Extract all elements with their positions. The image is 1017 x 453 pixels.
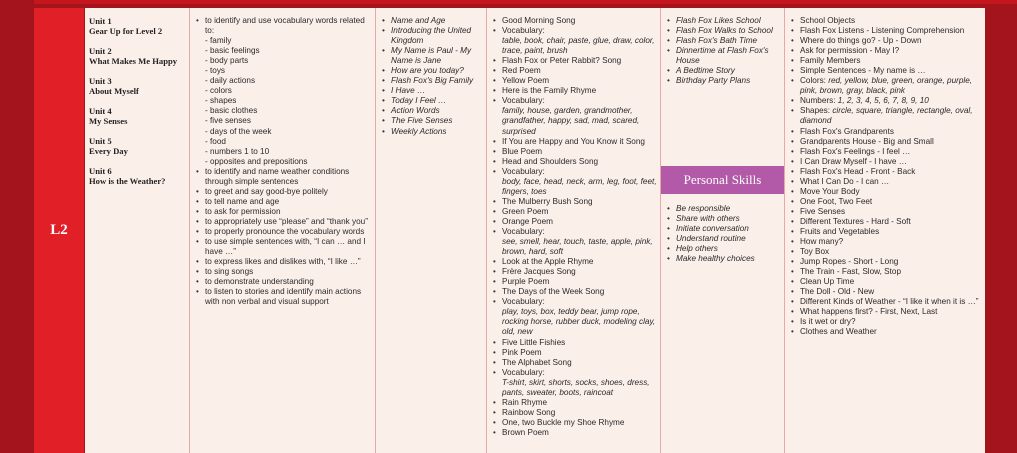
song-item <box>493 56 657 66</box>
objective-item: - basic clothes <box>205 106 258 116</box>
song-item <box>493 297 657 337</box>
objective-item: - basic feelings <box>205 46 260 56</box>
song-item <box>493 338 657 348</box>
song-title: The Alphabet Song <box>502 357 572 367</box>
activity-text: Fruits and Vegetables <box>800 226 880 236</box>
song-item <box>493 267 657 277</box>
activity-text: Move Your Body <box>800 186 860 196</box>
objective-item: - days of the week <box>205 126 272 136</box>
song-title: The Days of the Week Song <box>502 287 605 297</box>
activity-item <box>791 137 982 147</box>
activity-item <box>791 267 982 277</box>
activity-text: Ask for permission - May I? <box>800 46 900 56</box>
unit-heading <box>89 16 189 36</box>
story-item: • Weekly Actions <box>382 127 483 137</box>
unit-title: Gear Up for Level 2 <box>89 26 163 36</box>
story-item: • Flash Fox's Big Family <box>382 76 483 86</box>
activity-item <box>791 36 982 46</box>
song-item <box>493 167 657 197</box>
song-title: Orange Poem <box>502 216 553 226</box>
objective-item: - toys <box>205 66 226 76</box>
song-item <box>493 287 657 297</box>
unit-number: Unit 5 <box>89 136 112 146</box>
level-label: L2 <box>34 8 84 453</box>
unit-title: My Senses <box>89 116 128 126</box>
reader-item: • A Bedtime Story <box>667 66 782 76</box>
activity-text: Flash Fox's Feelings - I feel … <box>800 146 911 156</box>
activity-item <box>791 277 982 287</box>
song-title: Vocabulary: <box>502 166 545 176</box>
song-title: Vocabulary: <box>502 226 545 236</box>
activity-item <box>791 187 982 197</box>
song-item <box>493 197 657 207</box>
activity-text: What happens first? - First, Next, Last <box>800 307 938 317</box>
song-item <box>493 257 657 267</box>
songs-column <box>487 8 661 453</box>
activity-text: Flash Fox's Head - Front - Back <box>800 166 916 176</box>
activity-text: Clean Up Time <box>800 277 855 287</box>
activity-text: Five Senses <box>800 206 846 216</box>
objective-item: • to ask for permission <box>196 207 371 217</box>
story-item: • Introducing the United Kingdom <box>382 26 483 46</box>
activity-text: I Can Draw Myself - I have … <box>800 156 907 166</box>
skill-item: • Understand routine <box>667 234 755 244</box>
reader-item: • Birthday Party Plans <box>667 76 782 86</box>
reader-item: • Flash Fox Walks to School <box>667 26 782 36</box>
reader-item: • Dinnertime at Flash Fox's House <box>667 46 782 66</box>
activities-column <box>785 8 985 453</box>
song-title: Pink Poem <box>502 347 542 357</box>
objective-item: • to demonstrate understanding <box>196 277 371 287</box>
objective-item: • to properly pronounce the vocabulary words <box>196 227 371 237</box>
song-item <box>493 76 657 86</box>
song-title: Look at the Apple Rhyme <box>502 257 594 267</box>
activity-details: circle, square, triangle, rectangle, oval, diamond <box>800 106 973 126</box>
story-item: • Action Words <box>382 106 483 116</box>
song-title: The Mulberry Bush Song <box>502 196 593 206</box>
personal-skills-heading: Personal Skills <box>661 166 784 194</box>
unit-title: What Makes Me Happy <box>89 56 178 66</box>
activity-item <box>791 46 982 56</box>
activity-item <box>791 147 982 157</box>
objective-item: - shapes <box>205 96 237 106</box>
activity-text: Family Members <box>800 56 861 66</box>
unit-heading <box>89 46 189 66</box>
song-title: Purple Poem <box>502 277 550 287</box>
song-item <box>493 398 657 408</box>
left-frame-inner <box>12 0 34 453</box>
story-item: • Today I Feel … <box>382 96 483 106</box>
story-item: • Name and Age <box>382 16 483 26</box>
activity-item <box>791 217 982 227</box>
activity-text: Toy Box <box>800 247 830 257</box>
unit-number: Unit 4 <box>89 106 112 116</box>
unit-title: About Myself <box>89 86 139 96</box>
song-title: Red Poem <box>502 66 541 76</box>
song-item <box>493 147 657 157</box>
activity-item <box>791 167 982 177</box>
activity-item <box>791 16 982 26</box>
activity-text: Shapes: <box>800 106 833 116</box>
song-item <box>493 418 657 428</box>
vocabulary-words: play, toys, box, teddy bear, jump rope, rocking horse, rubber duck, modeling clay, old, new <box>502 307 656 337</box>
activity-text: School Objects <box>800 16 856 25</box>
song-item <box>493 227 657 257</box>
activity-text: The Train - Fast, Slow, Stop <box>800 267 902 277</box>
song-item <box>493 26 657 56</box>
song-title: Green Poem <box>502 206 549 216</box>
activity-text: Flash Fox Listens - Listening Comprehension <box>800 26 965 36</box>
objective-item: - numbers 1 to 10 <box>205 146 270 156</box>
activity-item <box>791 207 982 217</box>
vocabulary-words: table, book, chair, paste, glue, draw, color, trace, paint, brush <box>502 36 655 56</box>
song-item <box>493 348 657 358</box>
activity-text: What I Can Do - I can … <box>800 176 890 186</box>
song-item <box>493 217 657 227</box>
activity-text: Simple Sentences - My name is … <box>800 66 926 76</box>
song-title: Good Morning Song <box>502 16 576 25</box>
song-title: One, two Buckle my Shoe Rhyme <box>502 417 625 427</box>
story-item: • The Five Senses <box>382 116 483 126</box>
song-title: Here is the Family Rhyme <box>502 86 597 96</box>
top-bar <box>0 0 1017 4</box>
song-item <box>493 358 657 368</box>
units-column <box>85 8 190 453</box>
activity-text: How many? <box>800 237 844 247</box>
objective-item: • to express likes and dislikes with, “I like …” <box>196 257 371 267</box>
song-title: Brown Poem <box>502 427 549 437</box>
skill-item: • Share with others <box>667 214 755 224</box>
song-title: Rain Rhyme <box>502 397 548 407</box>
skill-item: • Help others <box>667 244 755 254</box>
song-item <box>493 207 657 217</box>
skill-item: • Be responsible <box>667 204 755 214</box>
activity-item <box>791 177 982 187</box>
activity-text: Is it wet or dry? <box>800 317 856 327</box>
skill-item: • Make healthy choices <box>667 254 755 264</box>
song-item <box>493 16 657 26</box>
activity-text: Flash Fox's Grandparents <box>800 126 894 136</box>
activity-item <box>791 257 982 267</box>
activity-text: Clothes and Weather <box>800 327 877 337</box>
activity-item <box>791 317 982 327</box>
activity-item <box>791 197 982 207</box>
song-item <box>493 368 657 398</box>
vocabulary-words: body, face, head, neck, arm, leg, foot, feet, fingers, toes <box>502 176 657 196</box>
objective-item: - body parts <box>205 56 249 66</box>
unit-title: Every Day <box>89 146 128 156</box>
activity-text: Colors: <box>800 76 829 86</box>
activity-item <box>791 157 982 167</box>
story-item: • How are you today? <box>382 66 483 76</box>
activity-item <box>791 127 982 137</box>
song-title: Blue Poem <box>502 146 543 156</box>
song-item <box>493 408 657 418</box>
stories-column <box>376 8 487 453</box>
activity-item <box>791 327 982 337</box>
unit-number: Unit 6 <box>89 166 112 176</box>
activity-details: 1, 2, 3, 4, 5, 6, 7, 8, 9, 10 <box>837 96 929 106</box>
objective-item: • to use simple sentences with, “I can … and I have …” <box>196 237 371 257</box>
unit-number: Unit 2 <box>89 46 112 56</box>
activity-text: Different Kinds of Weather - “I like it when it is …” <box>800 297 979 307</box>
vocabulary-words: family, house, garden, grandmother, grandfather, happy, sad, mad, scared, surprised <box>502 106 640 136</box>
reader-item: • Flash Fox's Bath Time <box>667 36 782 46</box>
objective-item: - family <box>205 36 232 46</box>
activity-item <box>791 227 982 237</box>
activity-text: Different Textures - Hard - Soft <box>800 216 911 226</box>
objectives-column <box>190 8 376 453</box>
unit-number: Unit 3 <box>89 76 112 86</box>
objective-item: • to identify and use vocabulary words related to: <box>196 16 371 36</box>
activity-item <box>791 106 982 126</box>
unit-heading <box>89 106 189 126</box>
left-frame <box>0 0 12 453</box>
story-item: • My Name is Paul - My Name is Jane <box>382 46 483 66</box>
activity-item <box>791 287 982 297</box>
activity-item <box>791 76 982 96</box>
song-title: Frère Jacques Song <box>502 267 576 277</box>
objective-item: • to identify and name weather conditions through simple sentences <box>196 167 371 187</box>
objective-item: • to sing songs <box>196 267 371 277</box>
activity-item <box>791 96 982 106</box>
song-title: Rainbow Song <box>502 407 556 417</box>
objective-item: • to appropriately use “please” and “thank you” <box>196 217 371 227</box>
story-item: • I Have … <box>382 86 483 96</box>
skill-item: • Initiate conversation <box>667 224 755 234</box>
song-title: Vocabulary: <box>502 297 545 307</box>
song-title: Vocabulary: <box>502 367 545 377</box>
song-title: Flash Fox or Peter Rabbit? Song <box>502 56 622 66</box>
unit-heading <box>89 136 189 156</box>
unit-heading <box>89 76 189 96</box>
readers-skills-column <box>661 8 785 453</box>
unit-heading <box>89 166 189 186</box>
activity-text: One Foot, Two Feet <box>800 196 873 206</box>
song-item <box>493 428 657 438</box>
song-item <box>493 86 657 96</box>
song-item <box>493 66 657 76</box>
activity-item <box>791 247 982 257</box>
song-title: Head and Shoulders Song <box>502 156 599 166</box>
song-title: If You are Happy and You Know it Song <box>502 136 645 146</box>
objective-item: - food <box>205 136 226 146</box>
objective-item: - opposites and prepositions <box>205 156 308 166</box>
activity-item <box>791 56 982 66</box>
objective-item: • to listen to stories and identify main actions with non verbal and visual support <box>196 287 371 307</box>
activity-text: Numbers: <box>800 96 838 106</box>
reader-item: • Flash Fox Likes School <box>667 16 782 26</box>
song-item <box>493 96 657 136</box>
activity-item <box>791 237 982 247</box>
song-title: Vocabulary: <box>502 96 545 106</box>
vocabulary-words: T-shirt, skirt, shorts, socks, shoes, dress, pants, sweater, boots, raincoat <box>502 377 650 397</box>
activity-item <box>791 307 982 317</box>
objective-item: - five senses <box>205 116 251 126</box>
unit-number: Unit 1 <box>89 16 112 26</box>
activity-item <box>791 26 982 36</box>
activity-item <box>791 66 982 76</box>
activity-text: Grandparents House - Big and Small <box>800 136 934 146</box>
activity-item <box>791 297 982 307</box>
objective-item: - daily actions <box>205 76 256 86</box>
unit-title: How is the Weather? <box>89 176 166 186</box>
activity-text: Where do things go? - Up - Down <box>800 36 922 46</box>
song-item <box>493 157 657 167</box>
song-item <box>493 137 657 147</box>
activity-details: red, yellow, blue, green, orange, purple, pink, brown, gray, black, pink <box>800 76 973 96</box>
objective-item: • to greet and say good-bye politely <box>196 187 371 197</box>
activity-text: Jump Ropes - Short - Long <box>800 257 899 267</box>
activity-text: The Doll - Old - New <box>800 287 875 297</box>
song-title: Yellow Poem <box>502 76 550 86</box>
song-title: Vocabulary: <box>502 26 545 36</box>
song-title: Five Little Fishies <box>502 337 566 347</box>
vocabulary-words: see, smell, hear, touch, taste, apple, pink, brown, hard, soft <box>502 237 653 257</box>
objective-item: - colors <box>205 86 232 96</box>
objective-item: • to tell name and age <box>196 197 371 207</box>
song-item <box>493 277 657 287</box>
